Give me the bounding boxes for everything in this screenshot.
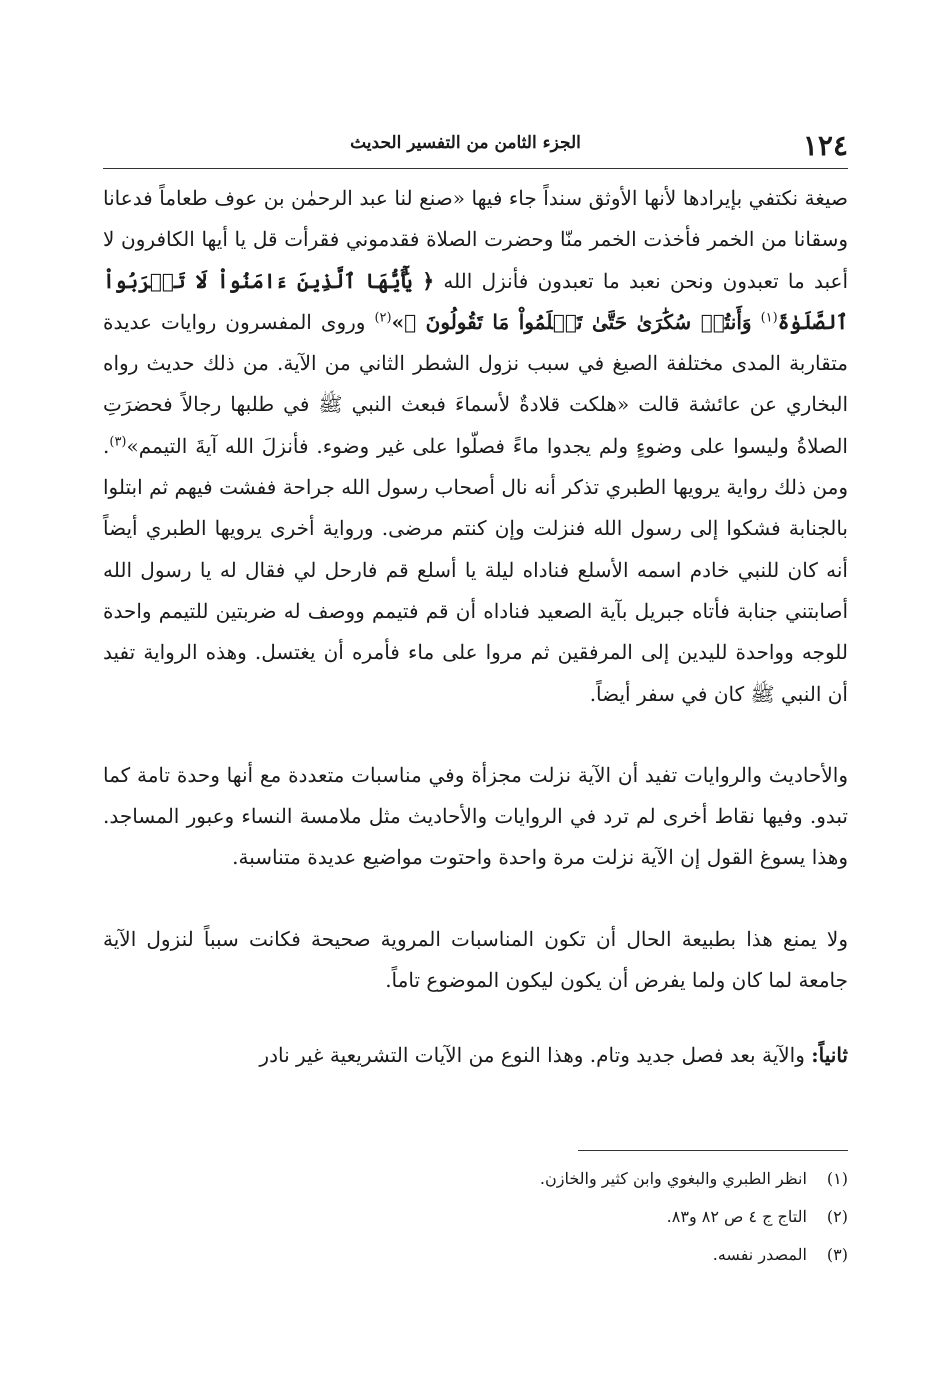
footnote-2 (103, 1198, 848, 1236)
footnote-number: (٢) (826, 1207, 848, 1226)
page-header (103, 128, 848, 164)
footnote-number: (١) (826, 1169, 848, 1188)
page-number: ١٢٤ (802, 129, 848, 162)
footnote-ref-2: (٢) (374, 310, 392, 326)
footnotes (103, 1160, 848, 1274)
paragraph-3: ولا يمنع هذا بطبيعة الحال أن تكون المناسبات المروية صحيحة فكانت سبباً لنزول الآية جامعة لما كان ولما يفرض أن يكون ليكون الموضوع تاماً. (103, 926, 848, 993)
header-rule (103, 168, 848, 169)
paragraph-1-text-b: وروى المفسرون روايات عديدة متقاربة المدى مختلفة الصيغ في سبب نزول الشطر الثاني من الآية. من ذلك حديث رواه البخاري عن عائشة قالت «هلكت قلادةٌ لأسماءَ فبعث النبي ﷺ في طلبها رجالاً فحضرَتِ الصلاةُ وليسوا على وضوءٍ ولم يجدوا ماءً فصلّوا على غير وضوء. فأنزلَ الله آيةَ التيمم» (103, 309, 848, 458)
paragraph-4-lead: ثانياً: (811, 1043, 848, 1068)
paragraph-4-text: والآية بعد فصل جديد وتام. وهذا النوع من الآيات التشريعية غير نادر (259, 1043, 812, 1068)
footnote-text: انظر الطبري والبغوي وابن كثير والخازن. (539, 1169, 807, 1188)
body-text (103, 178, 848, 1077)
footnote-text: التاج ج ٤ ص ٨٢ و٨٣. (666, 1207, 807, 1226)
footnote-text: المصدر نفسه. (712, 1245, 807, 1264)
footnote-rule (578, 1150, 848, 1151)
footnote-ref-1: (١) (760, 310, 778, 326)
paragraph-1 (103, 178, 848, 715)
paragraph-2: والأحاديث والروايات تفيد أن الآية نزلت مجزأة وفي مناسبات متعددة مع أنها وحدة تامة كما تبدو. وفيها نقاط أخرى لم ترد في الروايات والأحاديث مثل ملامسة النساء وعبور المساجد. وهذا يسوغ القول إن الآية نزلت مرة واحدة واحتوت مواضيع عديدة متناسبة. (103, 762, 848, 870)
footnote-number: (٣) (826, 1245, 848, 1264)
paragraph-1-text-a: صيغة نكتفي بإيرادها لأنها الأوثق سنداً جاء فيها «صنع لنا عبد الرحمٰن بن عوف طعاماً فدعانا وسقانا من الخمر فأخذت الخمر منّا وحضرت الصلاة فقدموني فقرأت قل يا أيها الكافرون لا أعبد ما تعبدون ونحن نعبد ما تعبدون فأنزل الله (103, 186, 848, 293)
quran-verse-a: ﴿ يَٰٓأَيُّهَا ٱلَّذِينَ ءَامَنُواْ لَا تَقۡرَبُواْ ٱلصَّلَوٰةَ (103, 268, 849, 334)
paragraph-4 (103, 1035, 848, 1076)
quran-verse-b: وَأَنتُمۡ سُكَٰرَىٰ حَتَّىٰ تَعۡلَمُواْ مَا تَقُولُونَ ﴾» (391, 309, 752, 334)
running-title: الجزء الثامن من التفسير الحديث (350, 133, 581, 153)
footnote-ref-3: (٣) (109, 434, 127, 450)
footnote-1 (103, 1160, 848, 1198)
paragraph-1-text-c: . ومن ذلك رواية يرويها الطبري تذكر أنه نال أصحاب رسول الله جراحة ففشت فيهم ثم ابتلوا بالجنابة فشكوا إلى رسول الله فنزلت وإن كنتم مرضى. ورواية أخرى يرويها الطبري أيضاً أنه كان للنبي خادم اسمه الأسلع فناداه ليلة يا أسلع قم فارحل لي فقال له يا رسول الله أصابتني جنابة فأتاه جبريل بآية الصعيد فناداه أن قم فتيمم ووصف له ضربتين للتيمم واحدة للوجه وواحدة لليدين إلى المرفقين ثم مروا على ماء فأمره أن يغتسل. وهذه الرواية تفيد أن النبي ﷺ كان في سفر أيضاً. (103, 433, 848, 706)
footnote-3 (103, 1236, 848, 1274)
